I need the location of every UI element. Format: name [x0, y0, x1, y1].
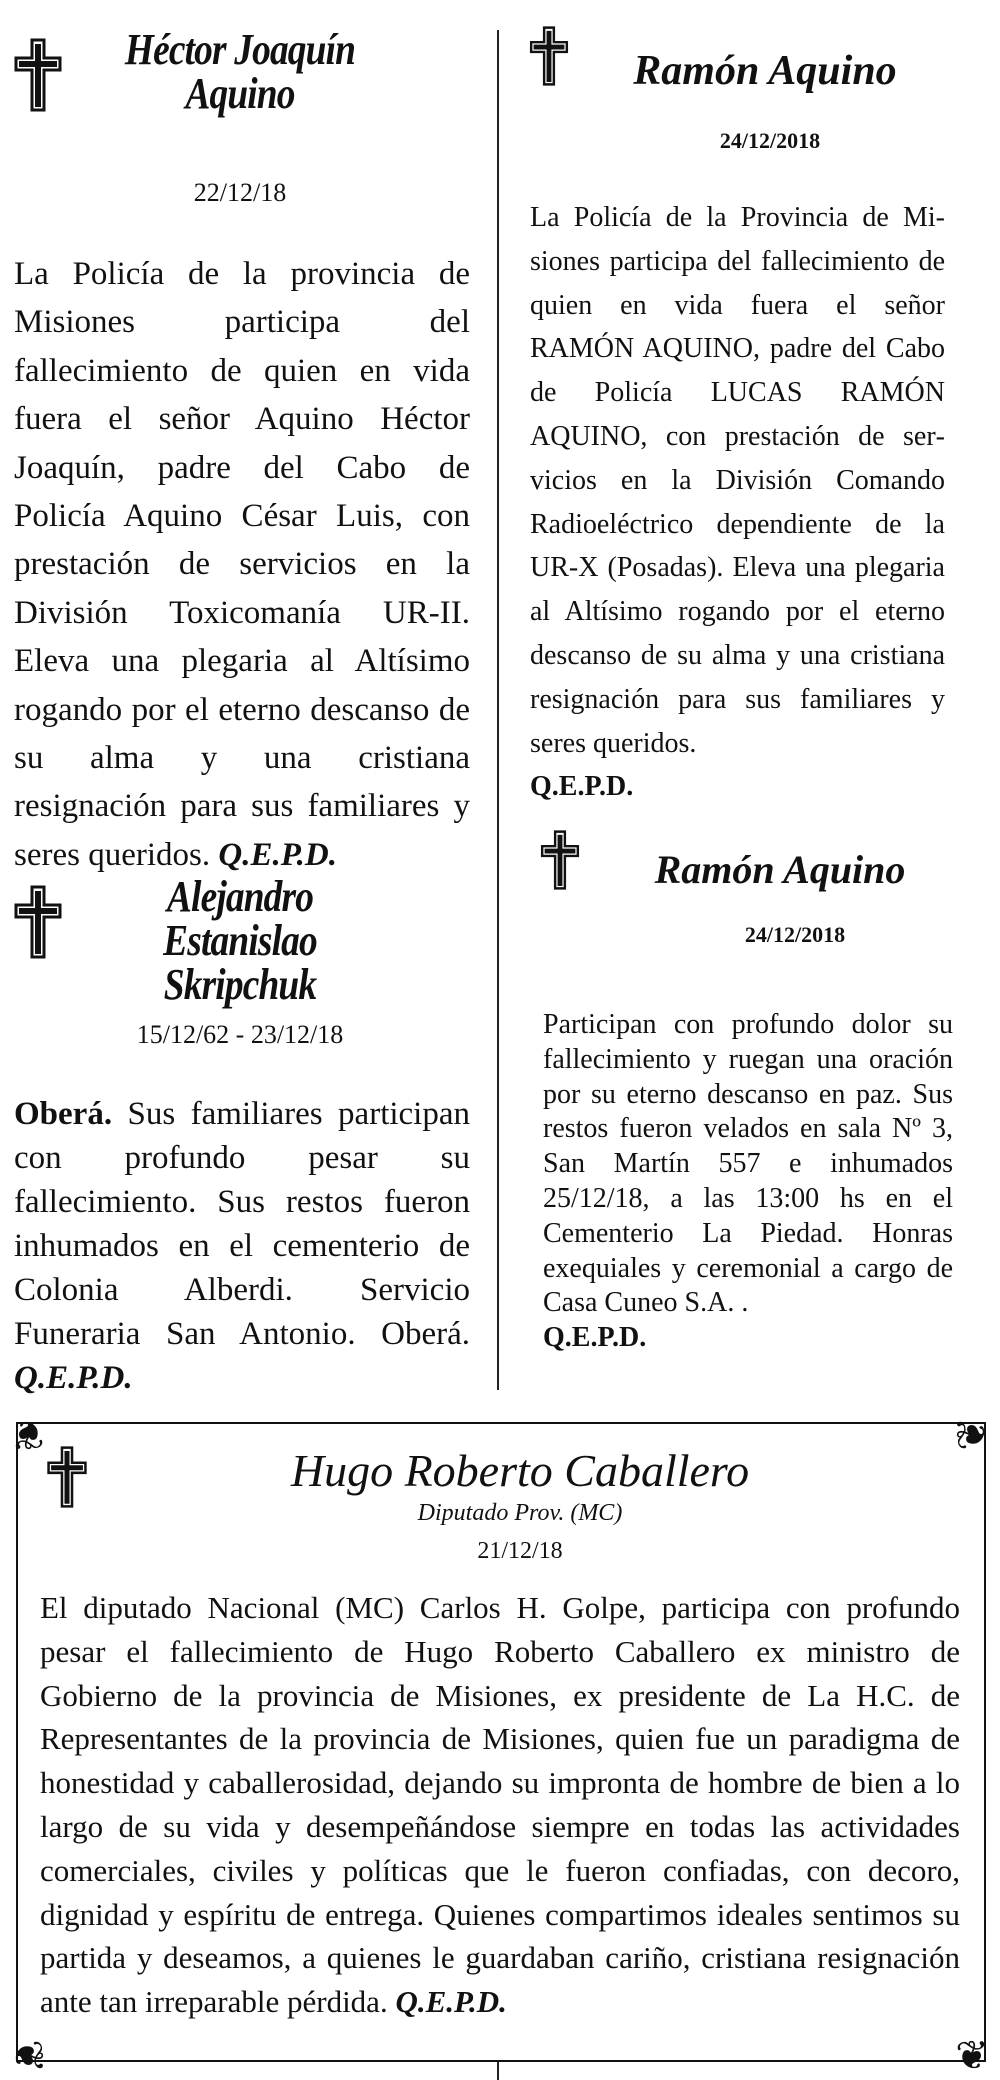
name-line-1: Héctor Joaquín — [124, 25, 356, 74]
obituary-body: Participan con profundo dolor su fallecimiento y ruegan una oración por su eterno descanso en paz. Sus restos fueron velados en sala Nº 3, San Martín 557 e inhumados 25/12/18, a las 13:00 hs en el Cementerio La Piedad. Honras exequiales y ceremonial a cargo de Casa Cuneo S.A. . — [543, 1009, 953, 1319]
name-line-2: Aquino — [185, 69, 295, 118]
obituary-name — [87, 872, 393, 1009]
obituary-date: 22/12/18 — [193, 178, 287, 207]
obituary-body: El diputado Nacional (MC) Carlos H. Golpe, participa con profundo pesar el fallecimiento de Hugo Roberto Caballero ex ministro de Gobierno de la provincia de Misiones, ex presidente de La H.C. de Representantes de la provincia de Misiones, quien fue un paradigma de honestidad y caballerosidad, dejando su impronta de hombre de bien a lo largo de su vida y desempeñándose siempre en todas las actividades comerciales, civiles y políticas que le fueron confiadas, con decoro, dignidad y espíritu de entrega. Quienes compartimos ideales sentimos su partida y deseamos, a quienes le guardaban cariño, cristiana resignación ante tan irreparable pérdida. — [40, 1590, 960, 2020]
corner-ornament-icon: ❦ — [11, 1412, 45, 1457]
place-name: Oberá. — [14, 1096, 113, 1132]
obituary-date: 24/12/2018 — [744, 922, 846, 947]
obituary-text — [40, 1586, 960, 2024]
qepd-closing: Q.E.P.D. — [543, 1322, 647, 1354]
corner-ornament-icon: ❦ — [955, 2033, 989, 2078]
obituary-body: La Policía de la provincia de Misiones participa del fallecimiento de quien en vida fuera el señor Aquino Héctor Joaquín, padre del Cabo de Policía Aquino César Luis, con prestación de servicios en la División Toxicomanía UR-II. Eleva una plegaria al Altísimo rogando por el eterno descanso de su alma y una cristiana resignación para sus familiares y seres queridos. — [14, 256, 470, 873]
obituary-body: Sus familiares participan con profundo pesar su fallecimiento. Sus restos fueron inhumados en el cementerio de Colonia Alberdi. Servicio Funeraria San Antonio. Oberá. — [14, 1096, 470, 1352]
obituary-body: La Policía de la Provincia de Misiones participa del fallecimiento de quien en vida fuera el señor RAMÓN AQUINO, padre del Cabo de Policía LUCAS RAMÓN AQUINO, con prestación de servicios en la División Comando Radioeléctrico dependiente de la UR-X (Posadas). Eleva una plegaria al Altísimo rogando por el eterno descanso de su alma y una cristiana resignación para sus familiares y seres queridos. — [530, 202, 945, 759]
obituary-text — [530, 196, 945, 809]
qepd-closing: Q.E.P.D. — [14, 1360, 133, 1396]
obituary-text — [14, 1092, 470, 1400]
column-divider — [497, 30, 499, 1390]
qepd-closing: Q.E.P.D. — [395, 1984, 507, 2020]
obituary-text — [543, 1008, 953, 1356]
obituary-name — [113, 25, 368, 118]
obituary-subtitle: Diputado Prov. (MC) — [417, 1500, 623, 1526]
name-line-2: Skripchuk — [163, 960, 317, 1009]
cross-icon — [537, 830, 583, 890]
obituary-name: Hugo Roberto Caballero — [290, 1445, 750, 1496]
obituary-name: Ramón Aquino — [633, 48, 897, 94]
cross-icon — [44, 1446, 90, 1508]
name-line-1: Alejandro Estanislao — [163, 872, 317, 965]
obituary-name: Ramón Aquino — [654, 847, 906, 892]
cross-icon — [527, 26, 571, 86]
column-divider-bottom — [497, 2060, 499, 2080]
obituary-date: 21/12/18 — [477, 1538, 563, 1564]
obituary-date: 24/12/2018 — [719, 128, 821, 153]
cross-icon — [14, 885, 62, 959]
obituary-text — [14, 250, 470, 879]
qepd-closing: Q.E.P.D. — [530, 771, 634, 803]
cross-icon — [14, 38, 62, 112]
qepd-closing: Q.E.P.D. — [218, 836, 337, 873]
corner-ornament-icon: ❦ — [6, 2039, 51, 2073]
corner-ornament-icon: ❦ — [949, 1417, 994, 1451]
obituary-date: 15/12/62 - 23/12/18 — [136, 1020, 344, 1049]
